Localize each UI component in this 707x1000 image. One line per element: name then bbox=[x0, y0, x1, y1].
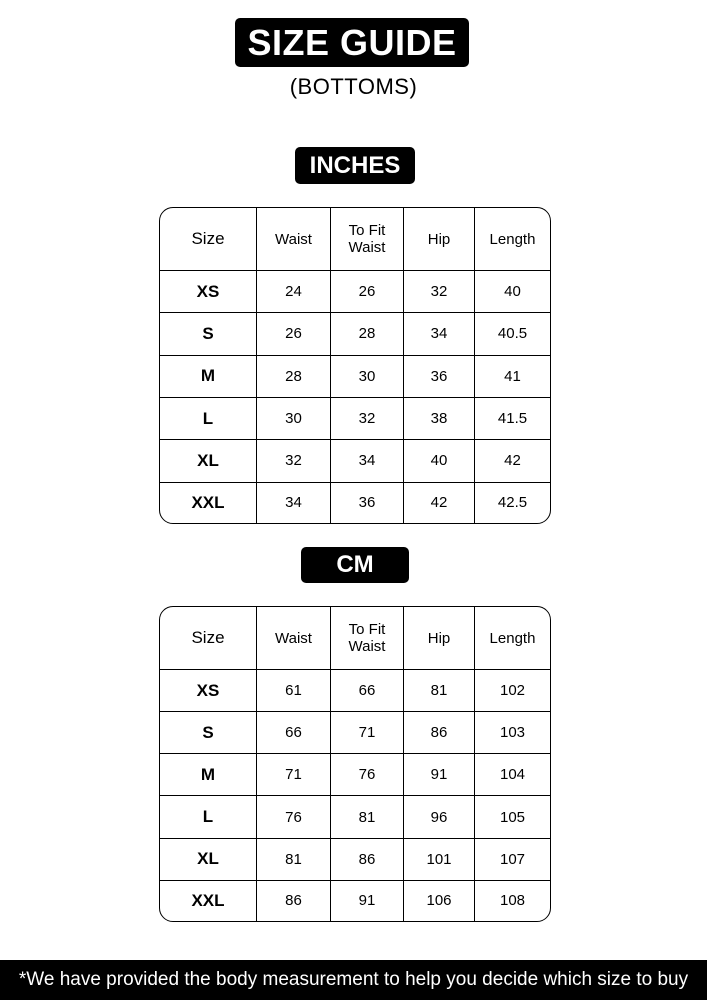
page-subtitle: (BOTTOMS) bbox=[289, 74, 418, 99]
length-cell: 41.5 bbox=[475, 398, 550, 440]
to-fit-waist-column-header bbox=[331, 607, 404, 670]
cm-section-label: CM bbox=[301, 547, 409, 583]
table-header-row bbox=[160, 607, 550, 670]
length-cell: 108 bbox=[499, 892, 526, 910]
hip-cell: 101 bbox=[404, 839, 475, 881]
footer-note: *We have provided the body measurement to help you decide which size to buy bbox=[0, 960, 707, 1000]
to-fit-waist-cell: 32 bbox=[331, 398, 404, 440]
waist-cell: 71 bbox=[257, 754, 331, 796]
to-fit-waist-cell: 26 bbox=[331, 271, 404, 313]
to-fit-waist-cell: 28 bbox=[331, 313, 404, 355]
size-cell: L bbox=[160, 796, 257, 838]
inches-section-label: INCHES bbox=[295, 147, 415, 184]
waist-cell: 28 bbox=[257, 356, 331, 398]
length-cell: 104 bbox=[475, 754, 550, 796]
table-row bbox=[160, 313, 550, 355]
size-cell: XXL bbox=[160, 483, 257, 523]
size-cell: XXL bbox=[160, 881, 257, 921]
size-cell: XS bbox=[160, 271, 257, 313]
waist-cell: 32 bbox=[257, 440, 331, 482]
waist-cell: 61 bbox=[257, 670, 331, 712]
to-fit-waist-cell: 30 bbox=[331, 356, 404, 398]
length-cell: 103 bbox=[475, 712, 550, 754]
table-row bbox=[160, 483, 550, 523]
waist-cell: 76 bbox=[257, 796, 331, 838]
table-row bbox=[160, 271, 550, 313]
length-cell: 105 bbox=[475, 796, 550, 838]
length-cell: 40.5 bbox=[475, 313, 550, 355]
cm-size-table bbox=[159, 606, 551, 922]
to-fit-waist-cell: 91 bbox=[331, 881, 404, 921]
hip-column-header: Hip bbox=[404, 607, 475, 670]
length-cell: 107 bbox=[475, 839, 550, 881]
waist-cell: 24 bbox=[257, 271, 331, 313]
to-fit-waist-line-2: Waist bbox=[348, 239, 386, 256]
inches-table-body bbox=[160, 271, 550, 523]
hip-cell: 42 bbox=[404, 483, 475, 523]
length-cell: 41 bbox=[475, 356, 550, 398]
waist-cell: 66 bbox=[257, 712, 331, 754]
hip-column-header: Hip bbox=[404, 208, 475, 271]
table-row bbox=[160, 839, 550, 881]
table-row bbox=[160, 881, 550, 921]
to-fit-waist-cell: 66 bbox=[331, 670, 404, 712]
page-title: SIZE GUIDE bbox=[235, 18, 469, 67]
size-cell: S bbox=[160, 712, 257, 754]
to-fit-waist-cell: 36 bbox=[331, 483, 404, 523]
table-row bbox=[160, 670, 550, 712]
length-cell: 42.5 bbox=[497, 494, 528, 512]
waist-column-header: Waist bbox=[257, 607, 331, 670]
size-cell: M bbox=[160, 356, 257, 398]
inches-size-table bbox=[159, 207, 551, 524]
to-fit-waist-line-1: To Fit bbox=[348, 621, 386, 638]
size-cell: S bbox=[160, 313, 257, 355]
to-fit-waist-line-2: Waist bbox=[348, 638, 386, 655]
to-fit-waist-line-1: To Fit bbox=[348, 222, 386, 239]
waist-cell: 81 bbox=[257, 839, 331, 881]
length-column-header: Length bbox=[475, 208, 550, 271]
waist-cell: 30 bbox=[257, 398, 331, 440]
to-fit-waist-cell: 81 bbox=[331, 796, 404, 838]
size-column-header: Size bbox=[160, 208, 257, 271]
table-row bbox=[160, 440, 550, 482]
table-header-row bbox=[160, 208, 550, 271]
hip-cell: 96 bbox=[404, 796, 475, 838]
waist-cell: 86 bbox=[257, 881, 331, 921]
hip-cell: 81 bbox=[404, 670, 475, 712]
hip-cell: 32 bbox=[404, 271, 475, 313]
table-row bbox=[160, 398, 550, 440]
hip-cell: 38 bbox=[404, 398, 475, 440]
to-fit-waist-column-header bbox=[331, 208, 404, 271]
size-cell: M bbox=[160, 754, 257, 796]
length-cell: 40 bbox=[475, 271, 550, 313]
to-fit-waist-cell: 71 bbox=[331, 712, 404, 754]
to-fit-waist-cell: 34 bbox=[331, 440, 404, 482]
length-column-header: Length bbox=[475, 607, 550, 670]
hip-cell: 106 bbox=[404, 881, 475, 921]
size-cell: XL bbox=[160, 839, 257, 881]
waist-cell: 34 bbox=[257, 483, 331, 523]
hip-cell: 91 bbox=[404, 754, 475, 796]
waist-column-header: Waist bbox=[257, 208, 331, 271]
hip-cell: 86 bbox=[404, 712, 475, 754]
table-row bbox=[160, 754, 550, 796]
length-cell: 42 bbox=[475, 440, 550, 482]
cm-table-body bbox=[160, 670, 550, 921]
size-cell: L bbox=[160, 398, 257, 440]
length-cell: 102 bbox=[475, 670, 550, 712]
table-row bbox=[160, 356, 550, 398]
size-cell: XS bbox=[160, 670, 257, 712]
hip-cell: 40 bbox=[404, 440, 475, 482]
table-row bbox=[160, 712, 550, 754]
waist-cell: 26 bbox=[257, 313, 331, 355]
table-row bbox=[160, 796, 550, 838]
size-column-header: Size bbox=[160, 607, 257, 670]
size-cell: XL bbox=[160, 440, 257, 482]
to-fit-waist-cell: 86 bbox=[331, 839, 404, 881]
hip-cell: 36 bbox=[404, 356, 475, 398]
to-fit-waist-cell: 76 bbox=[331, 754, 404, 796]
hip-cell: 34 bbox=[404, 313, 475, 355]
